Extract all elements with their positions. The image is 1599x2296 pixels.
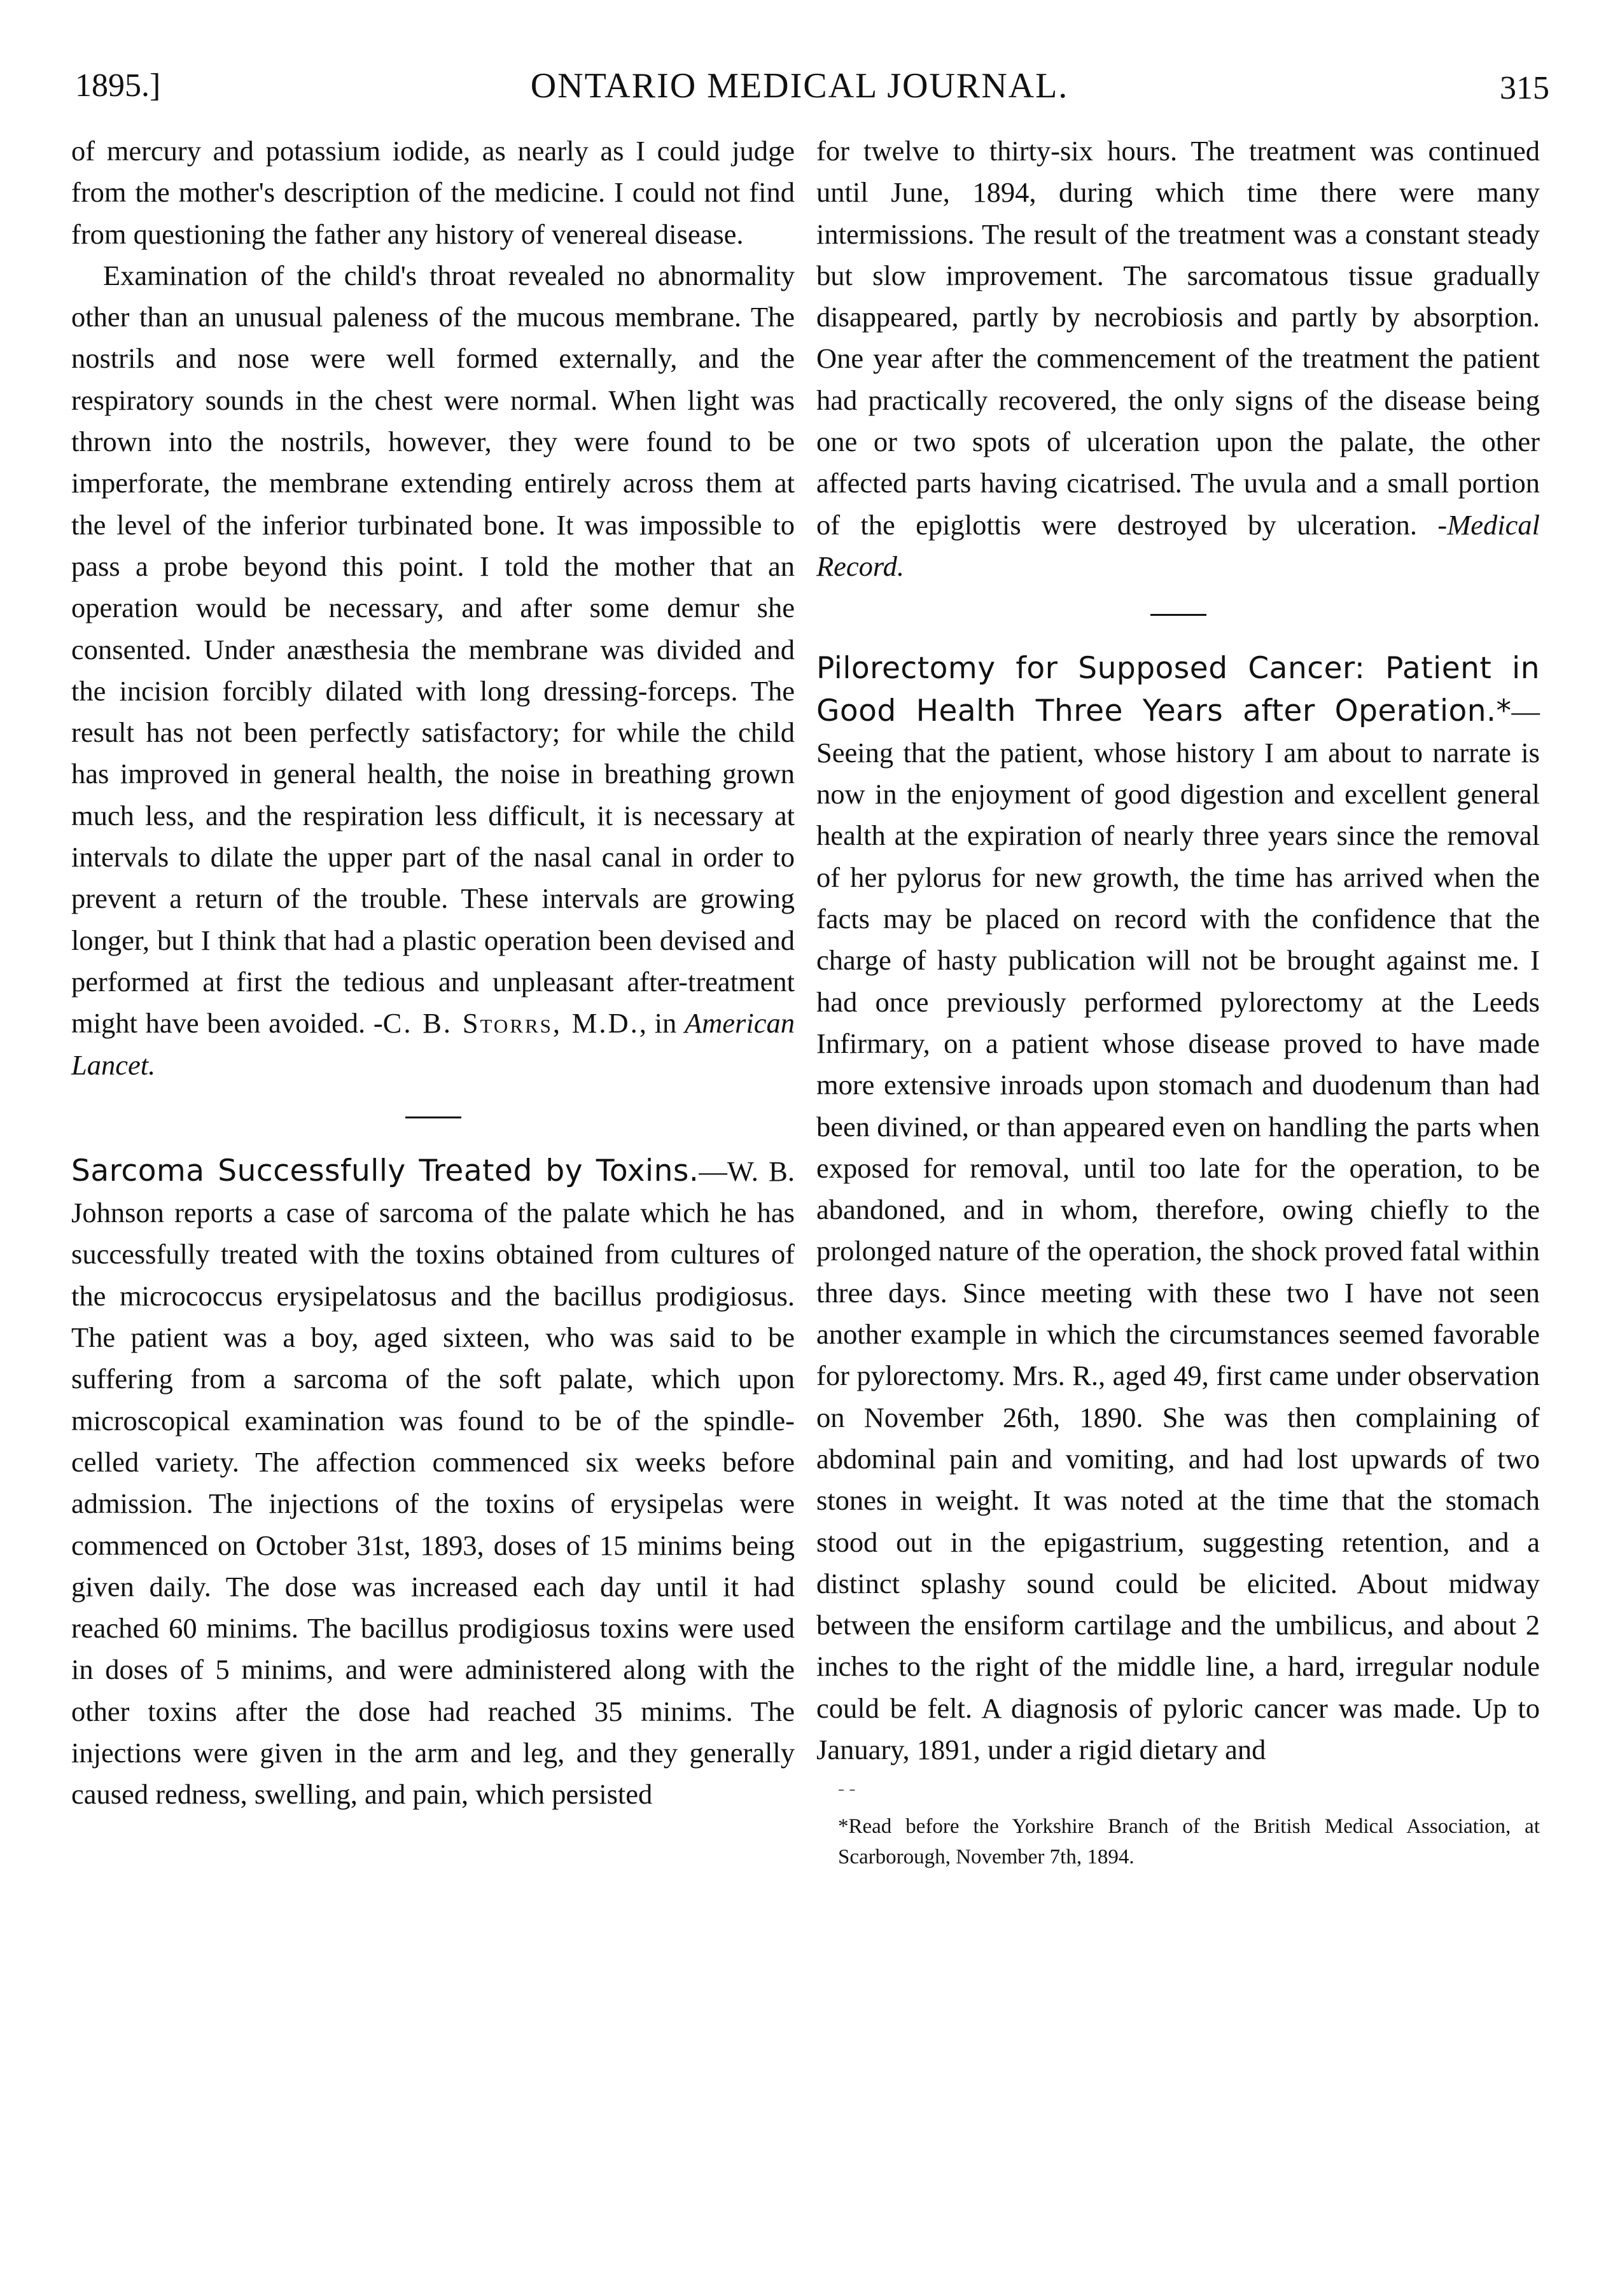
section-divider xyxy=(405,1117,461,1118)
page-number: 315 xyxy=(1500,70,1549,106)
sarcoma-article-heading: Sarcoma Successfully Treated by Toxins. xyxy=(71,1153,699,1188)
pilorectomy-article-body: —Seeing that the patient, whose history I am about to narrate is now in the enjoyment of good digestion and excellent general health at the expiration of nearly three years since the removal of her pylorus for new growth, the time has arrived when the facts may be placed on record with the confidence that the charge of hasty publication will not be brought against me. I had once previously performed pylorectomy at the Leeds Infirmary, on a patient whose disease proved to have made more extensive inroads upon stomach and duodenum than had been divined, or than appeared even on handling the parts when exposed for removal, until too late for the operation, to be abandoned, and in whom, therefore, owing chiefly to the prolonged nature of the operation, the shock proved fatal within three days. Since meeting with these two I have not seen another example in which the circumstances seemed favorable for pylorectomy. Mrs. R., aged 49, first came under observation on November 26th, 1890. She was then complaining of abdominal pain and vomiting, and had lost upwards of two stones in weight. It was noted at the time that the stomach stood out in the epigastrium, suggesting retention, and a distinct splashy sound could be elicited. About midway between the ensiform cartilage and the umbilicus, and about 2 inches to the right of the middle line, a hard, irregular nodule could be felt. A diagnosis of pyloric cancer was made. Up to January, 1891, under a rigid dietary and xyxy=(816,695,1540,1765)
examination-text: Examination of the child's throat revealed no abnormality other than an unusual paleness of the mucous membrane. The nostrils and nose were well formed externally, and the respiratory sounds in the chest were normal. When light was thrown into the nostrils, however, they were found to be imperforate, the membrane extending entirely across them at the level of the inferior turbinated bone. It was impossible to pass a probe beyond this point. I told the mother that an operation would be necessary, and after some demur she consented. Under anæsthesia the membrane was divided and the incision forcibly dilated with long dressing-forceps. The result has not been perfectly satisfactory; for while the child has improved in general health, the noise in breathing grown much less, and the respiration less difficult, it is necessary at intervals to dilate the upper part of the nasal canal in order to prevent a return of the trouble. These intervals are growing longer, but I think that had a plastic operation been devised and performed at first the tedious and unpleasant after-treatment might have been avoided. - xyxy=(71,259,795,1040)
footnote: *Read before the Yorkshire Branch of the British Medical Association, at Scarborough, November 7th, 1894. xyxy=(838,1815,1540,1869)
running-head xyxy=(0,60,1599,124)
examination-author: C. B. Storrs, M.D. xyxy=(382,1007,639,1040)
sarcoma-article xyxy=(71,1150,795,1816)
examination-in: , in xyxy=(639,1007,685,1040)
running-head-journal-title: ONTARIO MEDICAL JOURNAL. xyxy=(530,66,1069,106)
running-head-year: 1895.] xyxy=(75,67,161,104)
pilorectomy-article-heading: Pilorectomy for Supposed Cancer: Patient in Good Health Three Years after Operation.* xyxy=(816,651,1540,728)
section-divider xyxy=(1150,614,1206,616)
sarcoma-continuation-text: for twelve to thirty-six hours. The treatment was continued until June, 1894, during which time there were many intermissions. The result of the treatment was a constant steady but slow improvement. The sarcomatous tissue gradually disappeared, partly by necrobiosis and partly by absorption. One year after the commencement of the treatment the patient had practically recovered, the only signs of the disease being one or two spots of ulceration upon the palate, the other affected parts having cicatrised. The uvula and a small portion of the epiglottis were destroyed by ulceration. - xyxy=(816,135,1540,541)
sarcoma-continuation xyxy=(816,130,1540,587)
right-column xyxy=(816,130,1540,1872)
left-column xyxy=(71,130,795,1816)
opening-paragraph: of mercury and potassium iodide, as nearly as I could judge from the mother's description of the medicine. I could not find from questioning the father any history of venereal disease. xyxy=(71,135,795,250)
pilorectomy-article xyxy=(816,648,1540,1771)
examination-paragraph xyxy=(71,255,795,1086)
sarcoma-continuation-source: Medical Record. xyxy=(816,508,1540,582)
sarcoma-article-body: —W. B. Johnson reports a case of sarcoma of the palate which he has successfully treated with the toxins obtained from cultures of the micrococcus erysipelatosus and the bacillus prodigiosus. The patient was a boy, aged sixteen, who was said to be suffering from a sarcoma of the soft palate, which upon microscopical examination was found to be of the spindle-celled variety. The affection commenced six weeks before admission. The injections of the toxins of erysipelas were commenced on October 31st, 1893, doses of 15 minims being given daily. The dose was increased each day until it had reached 60 minims. The bacillus prodigiosus toxins were used in doses of 5 minims, and were administered along with the other toxins after the dose had reached 35 minims. The injections were given in the arm and leg, and they generally caused redness, swelling, and pain, which persisted xyxy=(71,1155,795,1811)
footnote-separator: - - xyxy=(838,1778,856,1800)
examination-source: American Lancet. xyxy=(71,1007,795,1081)
